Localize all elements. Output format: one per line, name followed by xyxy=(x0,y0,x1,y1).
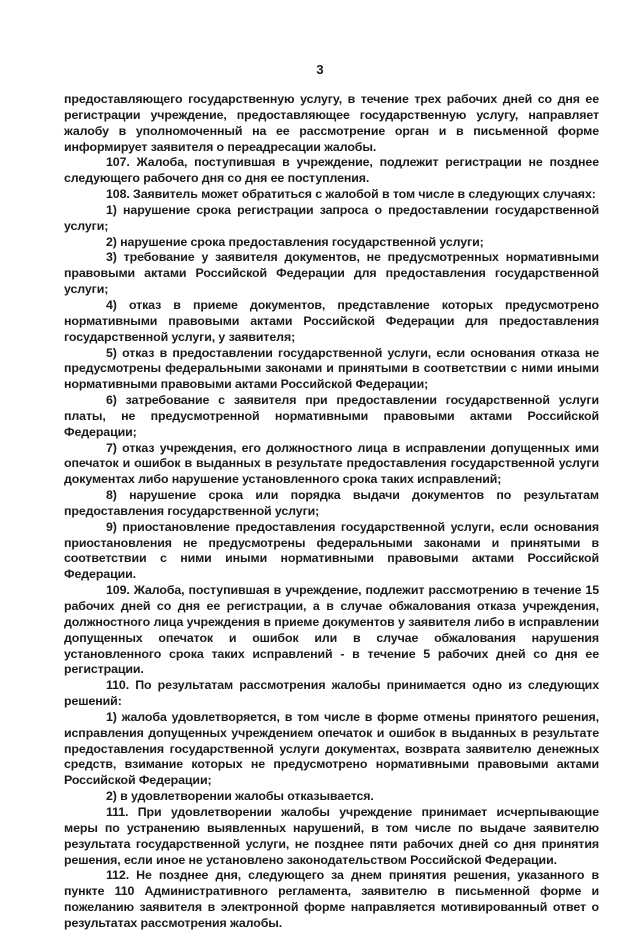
paragraph-continuation: предоставляющего государственную услугу, в течение трех рабочих дней со дня ее регистрации учреждение, предоставляющее государственную услугу, направляет жалобу в уполномоченный на ее рассмотрение орган и в письменной форме информирует заявителя о переадресации жалобы. xyxy=(64,92,599,154)
list-item-110-1: 1) жалоба удовлетворяется, в том числе в форме отмены принятого решения, исправления допущенных учреждением опечаток и ошибок в выданных в результате предоставления государственной услуги документах, возврата заявителю денежных средств, взимание которых не предусмотрено нормативными правовыми актами Российской Федерации; xyxy=(64,709,599,788)
paragraph-111: 111. При удовлетворении жалобы учреждение принимает исчерпывающие меры по устранению выявленных нарушений, в том числе по выдаче заявителю результата государственной услуги, не позднее пяти рабочих дней со дня принятия решения, если иное не установлено законодательством Российской Федерации. xyxy=(64,804,599,867)
list-item-108-1: 1) нарушение срока регистрации запроса о предоставлении государственной услуги; xyxy=(64,202,599,233)
document-body xyxy=(64,92,599,932)
list-item-108-4: 4) отказ в приеме документов, представление которых предусмотрено нормативными правовыми актами Российской Федерации для предоставления государственной услуги, у заявителя; xyxy=(64,297,599,344)
list-item-108-5: 5) отказ в предоставлении государственной услуги, если основания отказа не предусмотрены федеральными законами и принятыми в соответствии с ними иными нормативными правовыми актами Российской Федерации; xyxy=(64,345,599,392)
list-item-108-6: 6) затребование с заявителя при предоставлении государственной услуги платы, не предусмотренной нормативными правовыми актами Российской Федерации; xyxy=(64,393,599,439)
list-item-110-2: 2) в удовлетворении жалобы отказывается. xyxy=(106,789,374,804)
list-item-108-2: 2) нарушение срока предоставления государственной услуги; xyxy=(106,234,484,249)
list-item-108-7: 7) отказ учреждения, его должностного лица в исправлении допущенных ими опечаток и ошибок в выданных в результате предоставления государственной услуги документах либо нарушение установленного срока таких исправлений; xyxy=(64,440,599,487)
paragraph-112: 112. Не позднее дня, следующего за днем принятия решения, указанного в пункте 110 Административного регламента, заявителю в письменной форме и пожеланию заявителя в электронной форме направляется мотивированный ответ о результатах рассмотрения жалобы. xyxy=(64,868,599,930)
paragraph-110: 110. По результатам рассмотрения жалобы принимается одно из следующих решений: xyxy=(64,678,599,709)
page-number: 3 xyxy=(316,62,324,77)
list-item-108-9: 9) приостановление предоставления государственной услуги, если основания приостановления не предусмотрены федеральными законами и принятыми в соответствии с ними иными нормативными правовыми актами Российской Федерации. xyxy=(64,519,599,582)
paragraph-109: 109. Жалоба, поступившая в учреждение, подлежит рассмотрению в течение 15 рабочих дней со дня ее регистрации, а в случае обжалования отказа учреждения, должностного лица учреждения в приеме документов у заявителя либо в исправлении допущенных опечаток и ошибок или в случае обжалования нарушения установленного срока таких исправлений - в течение 5 рабочих дней со дня ее регистрации. xyxy=(64,583,599,677)
paragraph-107: 107. Жалоба, поступившая в учреждение, подлежит регистрации не позднее следующего рабочего дня со дня ее поступления. xyxy=(64,155,599,186)
paragraph-108: 108. Заявитель может обратиться с жалобой в том числе в следующих случаях: xyxy=(106,187,596,202)
list-item-108-3: 3) требование у заявителя документов, не предусмотренных нормативными правовыми актами Российской Федерации для предоставления государственной услуги; xyxy=(64,250,599,297)
list-item-108-8: 8) нарушение срока или порядка выдачи документов по результатам предоставления государственной услуги; xyxy=(64,488,599,518)
